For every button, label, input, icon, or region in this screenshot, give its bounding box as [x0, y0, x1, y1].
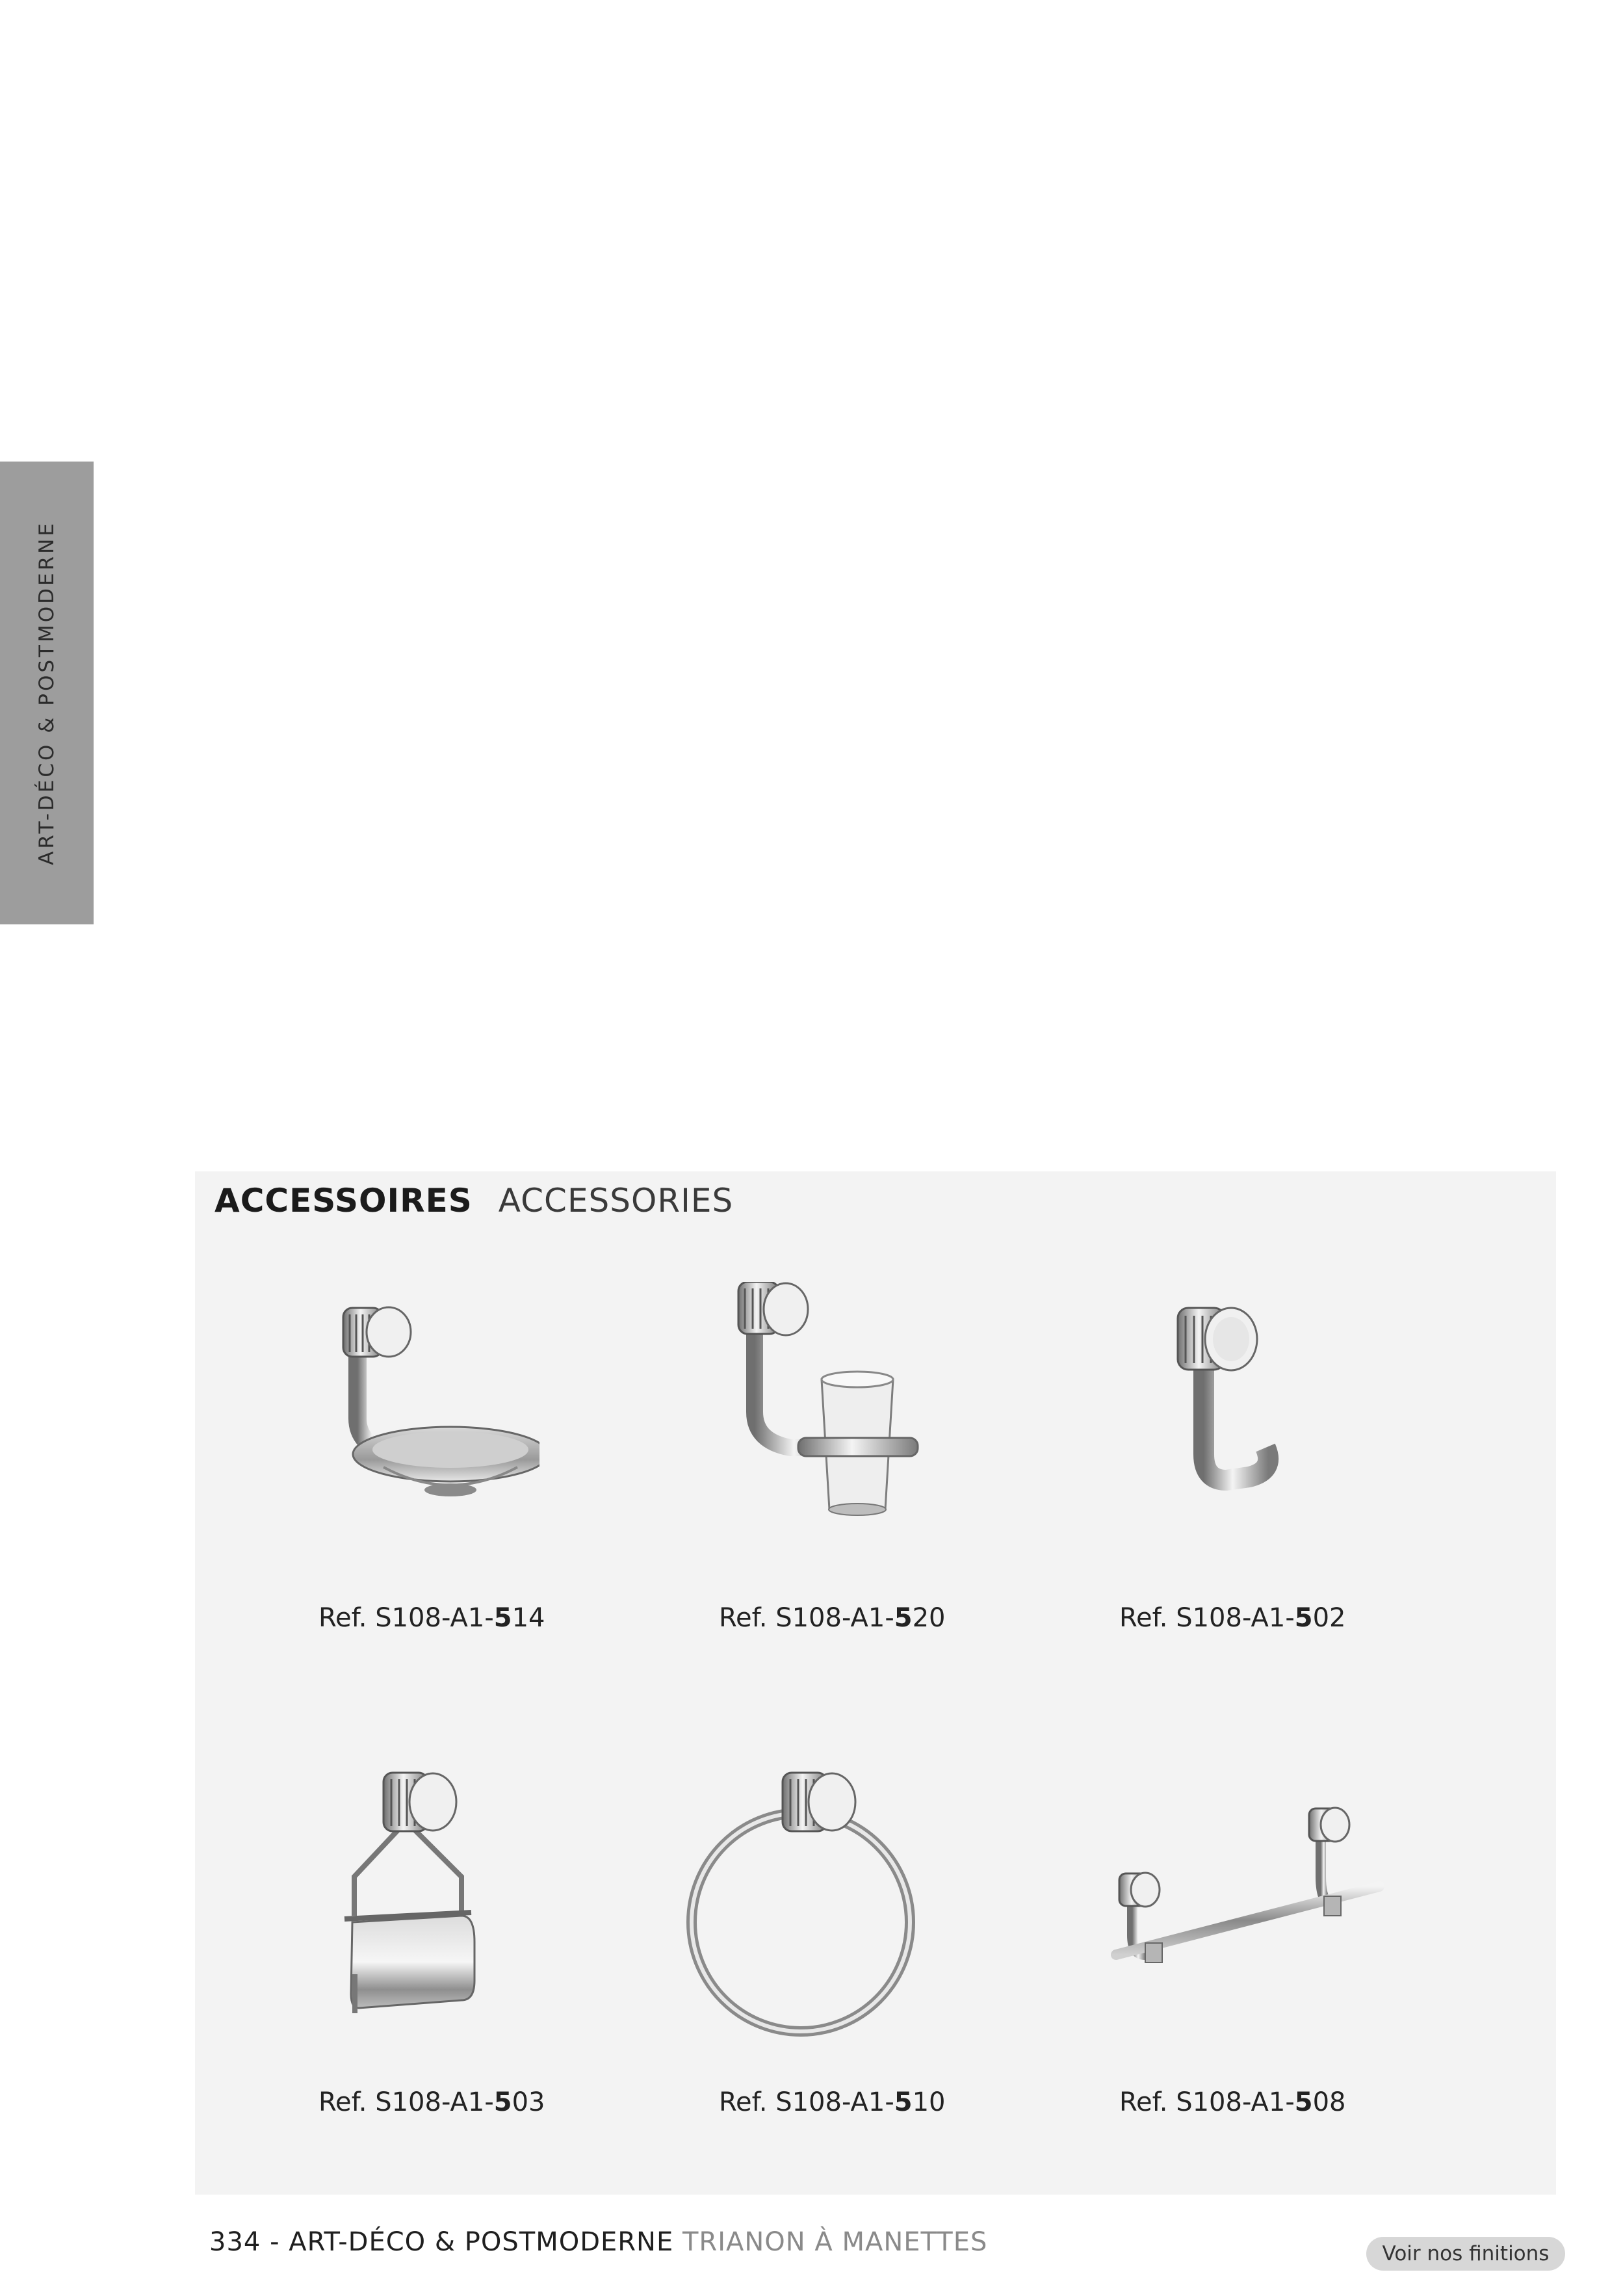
- ref-suffix: 08: [1312, 2087, 1346, 2117]
- section-title: [214, 1182, 733, 1220]
- product-ref: [615, 1603, 1005, 1633]
- towel-ring-icon: [680, 1766, 940, 2046]
- product-card: [996, 1269, 1412, 1633]
- ref-suffix: 14: [512, 1603, 545, 1633]
- soap-dish-icon: [279, 1282, 539, 1529]
- ref-bold: 5: [894, 2087, 913, 2117]
- side-tab-label: ART-DÉCO & POSTMODERNE: [35, 521, 58, 865]
- toilet-roll-holder-icon: [279, 1766, 539, 2039]
- product-ref: [1015, 2087, 1405, 2117]
- section-title-fr: ACCESSOIRES: [214, 1182, 473, 1220]
- ref-prefix: Ref. S108-A1-: [318, 1603, 494, 1633]
- product-card: [996, 1753, 1412, 2117]
- ref-prefix: Ref. S108-A1-: [719, 2087, 894, 2117]
- product-ref: [1015, 1603, 1405, 1633]
- product-card: [195, 1753, 611, 2117]
- ref-bold: 5: [894, 1603, 913, 1633]
- ref-prefix: Ref. S108-A1-: [1119, 1603, 1295, 1633]
- ref-suffix: 03: [512, 2087, 545, 2117]
- section-title-en: ACCESSORIES: [498, 1182, 734, 1220]
- ref-prefix: Ref. S108-A1-: [318, 2087, 494, 2117]
- ref-bold: 5: [1294, 1603, 1313, 1633]
- product-ref: [615, 2087, 1005, 2117]
- ref-suffix: 20: [912, 1603, 946, 1633]
- footer-series: TRIANON À MANETTES: [682, 2227, 988, 2257]
- view-finishes-button[interactable]: Voir nos finitions: [1366, 2237, 1565, 2271]
- ref-prefix: Ref. S108-A1-: [1119, 2087, 1295, 2117]
- towel-bar-icon: [1080, 1766, 1405, 2013]
- ref-bold: 5: [493, 1603, 512, 1633]
- product-ref: [214, 2087, 604, 2117]
- product-ref: [214, 1603, 604, 1633]
- robe-hook-icon: [1080, 1282, 1340, 1529]
- ref-suffix: 10: [912, 2087, 946, 2117]
- ref-suffix: 02: [1312, 1603, 1346, 1633]
- page-footer: [209, 2227, 987, 2257]
- product-card: [195, 1269, 611, 1633]
- ref-bold: 5: [1294, 2087, 1313, 2117]
- ref-bold: 5: [493, 2087, 512, 2117]
- product-card: [595, 1269, 1011, 1633]
- ref-prefix: Ref. S108-A1-: [719, 1603, 894, 1633]
- tumbler-holder-icon: [680, 1282, 940, 1542]
- accessories-panel: [195, 1171, 1556, 2195]
- side-tab: [0, 462, 94, 924]
- product-card: [595, 1753, 1011, 2117]
- footer-text: 334 - ART-DÉCO & POSTMODERNE: [209, 2227, 674, 2257]
